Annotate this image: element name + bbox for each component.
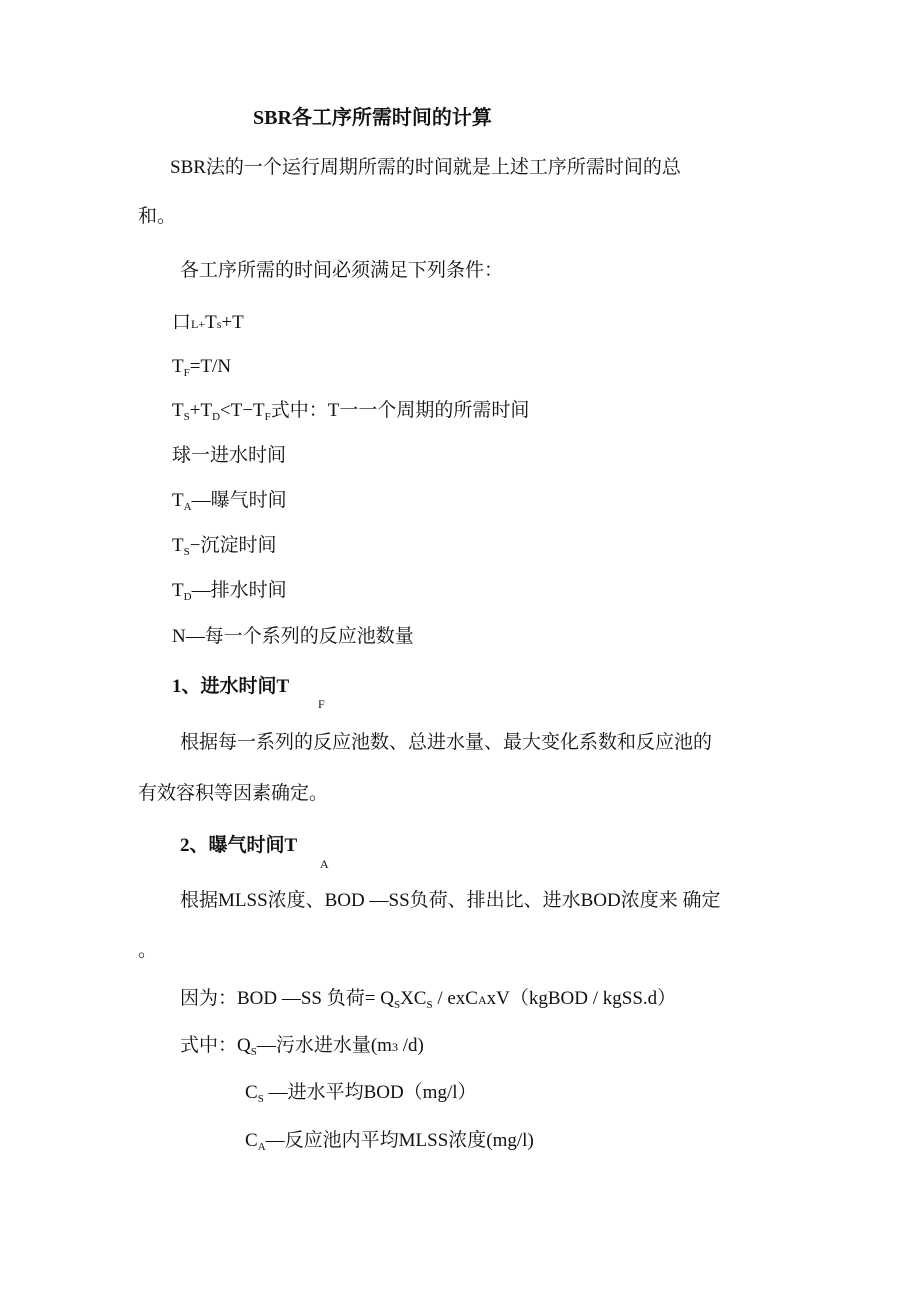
def-text: −沉淀时间 bbox=[189, 535, 277, 556]
def-text: T bbox=[172, 490, 184, 511]
eq-text: 因为：BOD —SS 负荷= Q bbox=[180, 988, 394, 1009]
eq-subscript: A bbox=[477, 993, 487, 1007]
eq-subscript: A bbox=[257, 1141, 266, 1153]
formula-3 bbox=[172, 399, 529, 429]
intro-paragraph-line1: SBR法的一个运行周期所需的时间就是上述工序所需时间的总 bbox=[170, 157, 681, 178]
intro-paragraph-line2: 和。 bbox=[138, 206, 177, 227]
formula-text: 式中：T一一个周期的所需时间 bbox=[270, 400, 530, 421]
definition-ts bbox=[172, 534, 276, 564]
definition-tf: 球一进水时间 bbox=[172, 445, 287, 466]
section-2-body-line2: 。 bbox=[138, 940, 158, 961]
eq-text: —污水进水量(m bbox=[256, 1035, 392, 1056]
formula-subscript: D bbox=[212, 411, 221, 423]
conditions-lead: 各工序所需的时间必须满足下列条件： bbox=[180, 260, 504, 281]
bod-ss-load-equation bbox=[180, 987, 676, 1017]
def-text: T bbox=[172, 535, 184, 556]
eq-exponent: 3 bbox=[391, 1040, 398, 1054]
page-title: SBR各工序所需时间的计算 bbox=[253, 107, 492, 129]
formula-text: +T bbox=[221, 312, 244, 333]
where-cs bbox=[245, 1081, 477, 1111]
eq-subscript: S bbox=[426, 999, 433, 1011]
eq-subscript: S bbox=[250, 1046, 257, 1058]
formula-text: =T/N bbox=[189, 356, 232, 377]
eq-text: XC bbox=[400, 988, 427, 1009]
formula-subscript: S bbox=[183, 411, 190, 423]
def-text: —排水时间 bbox=[191, 580, 287, 601]
formula-1 bbox=[172, 311, 244, 336]
eq-text: / exC bbox=[432, 988, 478, 1009]
formula-subscript: F bbox=[183, 367, 190, 379]
where-ca bbox=[245, 1129, 534, 1159]
section-1-heading: 1、进水时间T bbox=[172, 676, 290, 697]
formula-text: T bbox=[172, 400, 184, 421]
formula-text: <T−T bbox=[220, 400, 265, 421]
def-subscript: D bbox=[183, 591, 192, 603]
eq-text: xV（kgBOD / kgSS.d） bbox=[486, 988, 677, 1009]
section-2-heading: 2、曝气时间T bbox=[180, 835, 298, 856]
formula-text: 口 bbox=[172, 312, 192, 333]
definition-td bbox=[172, 579, 287, 609]
eq-subscript: S bbox=[257, 1093, 264, 1105]
eq-text: C bbox=[245, 1130, 258, 1151]
def-text: —曝气时间 bbox=[191, 490, 287, 511]
formula-subscript: F bbox=[264, 411, 271, 423]
formula-text: +T bbox=[189, 400, 213, 421]
formula-text: s bbox=[216, 317, 222, 331]
eq-text: —反应池内平均MLSS浓度(mg/l) bbox=[265, 1130, 534, 1151]
formula-2 bbox=[172, 355, 231, 385]
section-2-body-line1: 根据MLSS浓度、BOD —SS负荷、排出比、进水BOD浓度来 确定 bbox=[180, 890, 721, 911]
formula-text: T bbox=[172, 356, 184, 377]
def-subscript: A bbox=[183, 501, 192, 513]
definition-n: N—每一个系列的反应池数量 bbox=[172, 626, 414, 647]
formula-text: L+ bbox=[191, 317, 206, 331]
section-1-body-line2: 有效容积等因素确定。 bbox=[138, 783, 329, 804]
formula-text: T bbox=[205, 312, 217, 333]
def-text: T bbox=[172, 580, 184, 601]
section-1-heading-subscript: F bbox=[318, 697, 325, 711]
eq-text: C bbox=[245, 1082, 258, 1103]
def-subscript: S bbox=[183, 546, 190, 558]
eq-text: /d) bbox=[397, 1035, 424, 1056]
eq-text: —进水平均BOD（mg/l） bbox=[263, 1082, 477, 1103]
definition-ta bbox=[172, 489, 287, 519]
section-1-body-line1: 根据每一系列的反应池数、总进水量、最大变化系数和反应池的 bbox=[180, 732, 713, 753]
where-qs bbox=[180, 1034, 424, 1064]
eq-subscript: S bbox=[393, 999, 401, 1011]
section-2-heading-subscript: A bbox=[320, 857, 329, 871]
eq-text: 式中：Q bbox=[180, 1035, 251, 1056]
